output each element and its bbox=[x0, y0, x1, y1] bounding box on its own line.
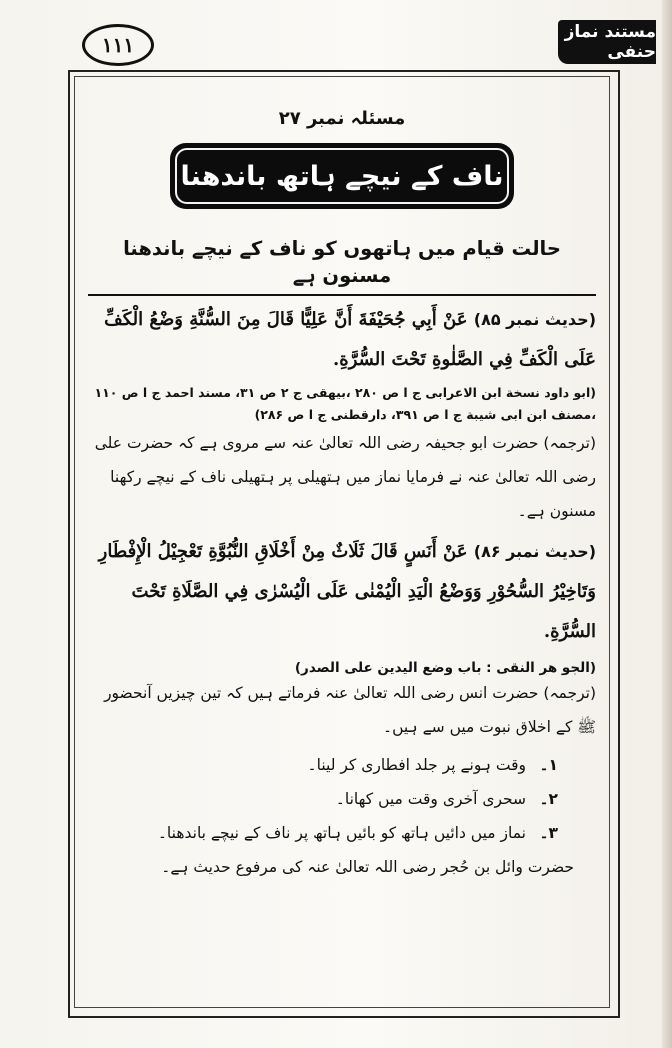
list-item: ۱۔وقت ہونے پر جلد افطاری کر لینا۔ bbox=[307, 755, 558, 774]
hadith-86-text: عَنْ أَنَسٍ قَالَ ثَلَاثٌ مِنْ أَخْلَاقِ النُّبُوَّةِ تَعْجِيْلُ الْإِفْطَارِ وَتَاخِيْرُ السُّحُوْرِ وَوَضْعُ الْيَدِ الْيُمْنٰى عَلَى الْيُسْرٰى فِي الصَّلَاةِ تَحْتَ السُّرَّةِ. bbox=[98, 540, 596, 642]
translation-text: حضرت انس رضی اللہ تعالیٰ عنہ فرماتے ہیں کہ تین چیزیں آنحضور ﷺ کے اخلاق نبوت میں سے ہیں۔ bbox=[104, 683, 596, 736]
page-content bbox=[88, 96, 596, 884]
section-title-box bbox=[170, 143, 514, 209]
hadith-85-text: عَنْ أَبِي جُحَيْفَةَ أَنَّ عَلِيًّا قَالَ مِنَ السُّنَّةِ وَضْعُ الْكَفِّ عَلَى الْكَفِّ فِي الصَّلٰوةِ تَحْتَ السُّرَّةِ. bbox=[104, 308, 596, 370]
hadith-86-tag: (حدیث نمبر ۸۶) bbox=[473, 541, 596, 561]
hadith-86-reference: (الجو هر النقی : باب وضع اليدين على الصدر) bbox=[294, 659, 596, 676]
hadith-86-translation bbox=[88, 676, 596, 744]
hadith-85-reference: (ابو داود نسخة ابن الاعرابی ج ا ص ۲۸۰ ،بیهقی ج ۲ ص ۳۱، مسند احمد ج ا ص ۱۱۰ ،مصنف ابن ابی شیبة ج ا ص ۳۹۱، دارقطنی ج ا ص ۲۸۶) bbox=[94, 384, 596, 422]
hadith-85-arabic bbox=[88, 300, 596, 380]
hadith-85-translation bbox=[88, 426, 596, 528]
hadith-86-arabic bbox=[88, 532, 596, 652]
translation-tag: (ترجمہ) bbox=[543, 683, 596, 702]
section-title: ناف کے نیچے ہاتھ باندھنا bbox=[175, 148, 509, 204]
masala-number-heading: مسئلہ نمبر ۲۷ bbox=[278, 108, 406, 129]
page-number: ١١١ bbox=[82, 24, 154, 66]
page-edge bbox=[662, 0, 672, 1048]
section-subheading: حالت قیام میں ہاتھوں کو ناف کے نیچے باندھنا مسنون ہے bbox=[88, 235, 596, 296]
list-item: ۲۔سحری آخری وقت میں کھانا۔ bbox=[335, 789, 558, 808]
three-points-list bbox=[88, 748, 596, 850]
list-item: ۳۔نماز میں دائیں ہاتھ کو بائیں ہاتھ پر ناف کے نیچے باندھنا۔ bbox=[157, 823, 558, 842]
translation-tag: (ترجمہ) bbox=[543, 433, 596, 452]
book-title-tab: مستند نماز حنفی bbox=[558, 20, 656, 64]
hadith-85-tag: (حدیث نمبر ۸۵) bbox=[473, 309, 596, 329]
closing-line: حضرت وائل بن حُجر رضی اللہ تعالیٰ عنہ کی مرفوع حدیث ہے۔ bbox=[161, 857, 574, 876]
translation-text: حضرت ابو جحیفہ رضی اللہ تعالیٰ عنہ سے مروی ہے کہ حضرت علی رضی اللہ تعالیٰ عنہ نے فرمایا نماز میں ہتھیلی پر ہتھیلی ناف کے نیچے رکھنا مسنون ہے۔ bbox=[94, 433, 596, 520]
